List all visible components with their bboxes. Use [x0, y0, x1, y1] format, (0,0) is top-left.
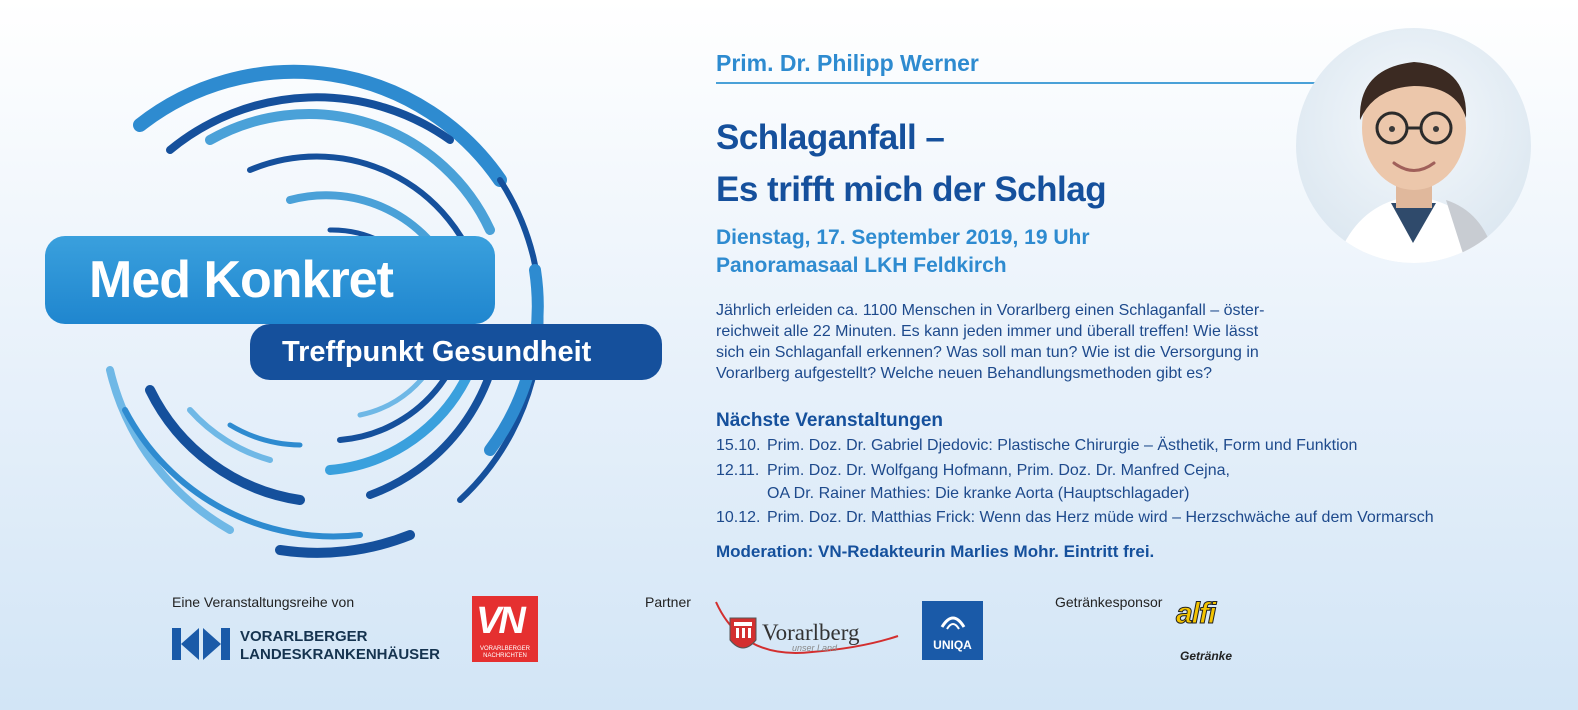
- upcoming-event-text: Prim. Doz. Dr. Matthias Frick: Wenn das Herz müde wird – Herzschwäche auf dem Vormarsch: [767, 509, 1434, 526]
- upcoming-event-text: OA Dr. Rainer Mathies: Die kranke Aorta (Hauptschlagader): [767, 485, 1190, 502]
- khv-logo-text: [240, 628, 440, 664]
- upcoming-events-heading: Nächste Veranstaltungen: [716, 410, 944, 431]
- vorarlberg-logo-text: Vorarlberg: [762, 620, 860, 645]
- logo-title: Med Konkret: [45, 236, 495, 324]
- event-title-line2: Es trifft mich der Schlag: [716, 170, 1107, 209]
- uniqa-logo-text: UNIQA: [933, 638, 972, 652]
- speaker-name: Prim. Dr. Philipp Werner: [716, 50, 979, 76]
- vorarlberg-crest-icon: [730, 618, 756, 648]
- speaker-portrait-illustration: [1296, 28, 1531, 263]
- upcoming-event-date: 15.10.: [716, 437, 761, 454]
- moderation-note: Moderation: VN-Redakteurin Marlies Mohr. Eintritt frei.: [716, 542, 1155, 561]
- header-divider: [716, 82, 1316, 84]
- description-line: reichweit alle 22 Minuten. Es kann jeden immer und überall treffen! Wie lässt: [716, 323, 1259, 340]
- upcoming-event-date: 12.11.: [716, 462, 760, 479]
- speaker-portrait: [1296, 28, 1531, 263]
- event-venue: Panoramasaal LKH Feldkirch: [716, 254, 1007, 277]
- vn-caption-line1: VORARLBERGER: [479, 646, 530, 652]
- event-datetime: Dienstag, 17. September 2019, 19 Uhr: [716, 226, 1090, 249]
- series-label: Eine Veranstaltungsreihe von: [172, 594, 355, 610]
- description-line: sich ein Schlaganfall erkennen? Was soll man tun? Wie ist die Versorgung in: [716, 344, 1259, 361]
- partner-label: Partner: [645, 594, 691, 610]
- vn-logo-letters: VN: [476, 600, 523, 642]
- upcoming-event-text: Prim. Doz. Dr. Wolfgang Hofmann, Prim. Doz. Dr. Manfred Cejna,: [767, 462, 1230, 479]
- khv-line2: LANDESKRANKENHÄUSER: [240, 646, 441, 663]
- description-line: Jährlich erleiden ca. 1100 Menschen in Vorarlberg einen Schlaganfall – öster-: [716, 302, 1265, 319]
- event-description: [716, 300, 1336, 384]
- alfi-logo-subtext: Getränke: [1180, 649, 1233, 663]
- vn-caption-line2: NACHRICHTEN: [483, 653, 527, 659]
- drinks-sponsor-label: Getränkesponsor: [1055, 594, 1163, 610]
- vn-logo-caption: [475, 646, 535, 660]
- description-line: Vorarlberg aufgestellt? Welche neuen Behandlungsmethoden gibt es?: [716, 365, 1213, 382]
- vorarlberg-logo-subtext: unser Land: [792, 643, 838, 653]
- uniqa-logo: [922, 601, 983, 660]
- khv-logo-icon: [172, 628, 230, 660]
- logo-subtitle: Treffpunkt Gesundheit: [250, 324, 662, 380]
- event-title-line1: Schlaganfall –: [716, 118, 945, 157]
- alfi-logo-text: alfi: [1176, 597, 1216, 630]
- vn-logo: [472, 596, 538, 662]
- upcoming-event-date: 10.12.: [716, 509, 761, 526]
- khv-line1: VORARLBERGER: [240, 628, 368, 645]
- upcoming-event-text: Prim. Doz. Dr. Gabriel Djedovic: Plastische Chirurgie – Ästhetik, Form und Funktion: [767, 437, 1358, 454]
- uniqa-logo-icon: [938, 609, 968, 635]
